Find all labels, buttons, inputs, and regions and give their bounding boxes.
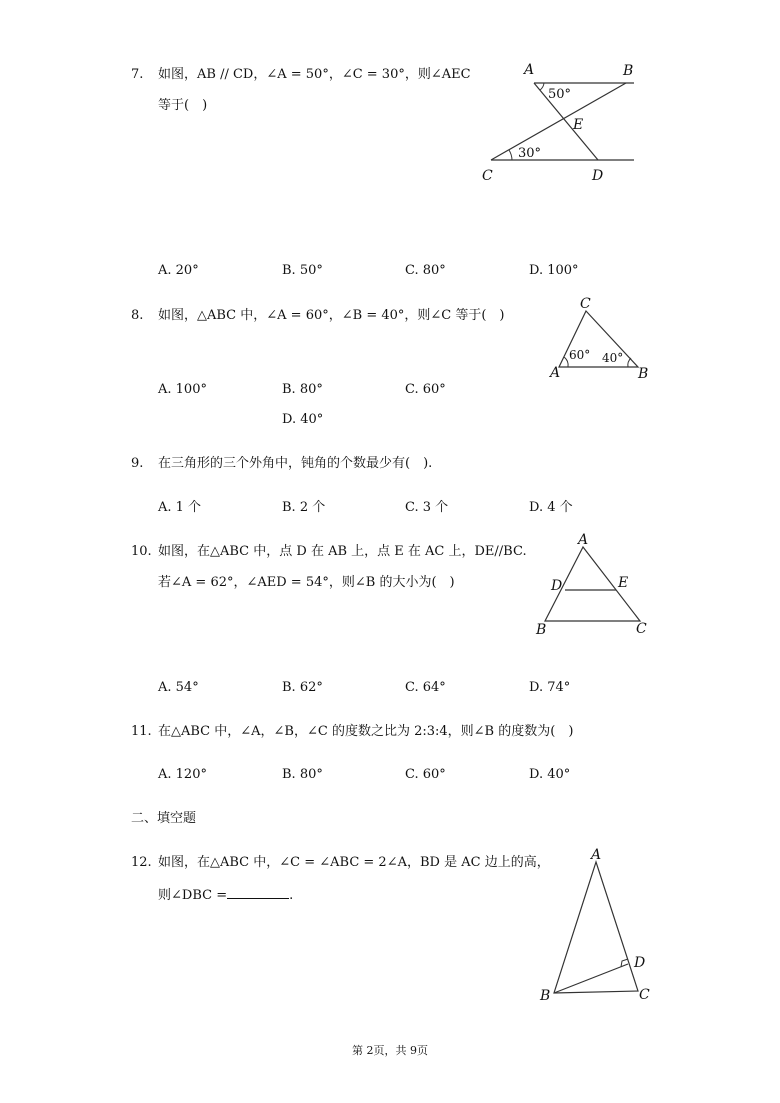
q10-label-a: A xyxy=(578,532,589,548)
q7-label-d: D xyxy=(592,168,604,184)
q9-option-d: D. 4 个 xyxy=(529,500,573,515)
q7-angle-arc-c xyxy=(509,150,512,160)
q7-option-c: C. 80° xyxy=(405,263,446,278)
q11-option-b: B. 80° xyxy=(282,767,323,782)
q7-figure xyxy=(476,56,646,188)
q11-option-a: A. 120° xyxy=(158,767,207,782)
q7-label-c: C xyxy=(482,168,493,184)
q8-label-b: B xyxy=(638,366,649,381)
q8-angle-arc-a xyxy=(564,357,568,367)
q12-altitude-bd xyxy=(554,964,628,993)
q10-label-c: C xyxy=(636,621,647,637)
q8-option-b: B. 80° xyxy=(282,382,323,397)
q8-stem-line1: 如图，△ABC 中，∠A = 60°，∠B = 40°，则∠C 等于( ) xyxy=(158,308,505,323)
q7-number: 7. xyxy=(131,67,144,82)
q12-label-a: A xyxy=(591,847,602,863)
q7-option-a: A. 20° xyxy=(158,263,199,278)
q8-label-a: A xyxy=(550,365,561,381)
q7-option-d: D. 100° xyxy=(529,263,579,278)
q9-stem-line1: 在三角形的三个外角中，钝角的个数最少有( ). xyxy=(158,456,433,471)
q12-answer-blank[interactable] xyxy=(227,886,289,899)
q8-figure xyxy=(546,295,656,381)
q11-option-c: C. 60° xyxy=(405,767,446,782)
q12-figure xyxy=(532,842,657,1008)
q8-label-c: C xyxy=(580,296,591,312)
q12-label-d: D xyxy=(634,955,646,971)
q7-angle-a-value: 50° xyxy=(548,87,572,102)
q12-triangle xyxy=(554,862,638,993)
q12-stem-line2 xyxy=(158,886,293,904)
q10-option-b: B. 62° xyxy=(282,680,323,695)
q11-stem-line1: 在△ABC 中，∠A，∠B，∠C 的度数之比为 2:3:4，则∠B 的度数为( ) xyxy=(158,724,574,739)
q10-option-c: C. 64° xyxy=(405,680,446,695)
q10-number: 10. xyxy=(131,544,152,559)
q8-option-d: D. 40° xyxy=(282,412,324,427)
q7-stem-line2: 等于( ) xyxy=(158,98,208,113)
q10-option-a: A. 54° xyxy=(158,680,199,695)
q12-stem-line1: 如图，在△ABC 中，∠C = ∠ABC = 2∠A，BD 是 AC 边上的高， xyxy=(158,855,550,870)
q10-stem-line1: 如图，在△ABC 中，点 D 在 AB 上，点 E 在 AC 上，DE//BC. xyxy=(158,544,527,559)
q12-label-b: B xyxy=(540,988,551,1004)
q8-option-a: A. 100° xyxy=(158,382,207,397)
q7-option-b: B. 50° xyxy=(282,263,323,278)
q11-number: 11. xyxy=(131,724,152,739)
q12-number: 12. xyxy=(131,855,152,870)
q9-number: 9. xyxy=(131,456,144,471)
q7-label-b: B xyxy=(623,63,634,79)
q10-figure xyxy=(534,532,654,640)
q12-label-c: C xyxy=(639,987,650,1003)
q7-stem-line1: 如图，AB // CD，∠A = 50°，∠C = 30°，则∠AEC xyxy=(158,67,471,82)
q11-option-d: D. 40° xyxy=(529,767,571,782)
q10-stem-line2: 若∠A = 62°，∠AED = 54°，则∠B 的大小为( ) xyxy=(158,575,455,590)
q10-label-e: E xyxy=(618,575,629,591)
q10-option-d: D. 74° xyxy=(529,680,571,695)
q8-angle-a-value: 60° xyxy=(569,348,591,362)
q10-label-b: B xyxy=(536,622,547,638)
q7-angle-arc-a xyxy=(540,83,544,90)
q9-option-a: A. 1 个 xyxy=(158,500,202,515)
page-footer: 第 2页，共 9页 xyxy=(352,1044,428,1057)
q10-label-d: D xyxy=(551,578,563,594)
q9-option-b: B. 2 个 xyxy=(282,500,326,515)
q7-angle-c-value: 30° xyxy=(518,146,542,161)
section-title-fill-blank: 二、填空题 xyxy=(131,811,197,826)
q9-option-c: C. 3 个 xyxy=(405,500,449,515)
q7-label-a: A xyxy=(524,62,535,78)
q7-label-e: E xyxy=(573,117,584,133)
q8-angle-b-value: 40° xyxy=(602,351,624,365)
q12-stem-prefix: 则∠DBC = xyxy=(158,888,228,903)
q12-stem-suffix: . xyxy=(289,888,294,903)
q8-option-c: C. 60° xyxy=(405,382,446,397)
q8-number: 8. xyxy=(131,308,144,323)
